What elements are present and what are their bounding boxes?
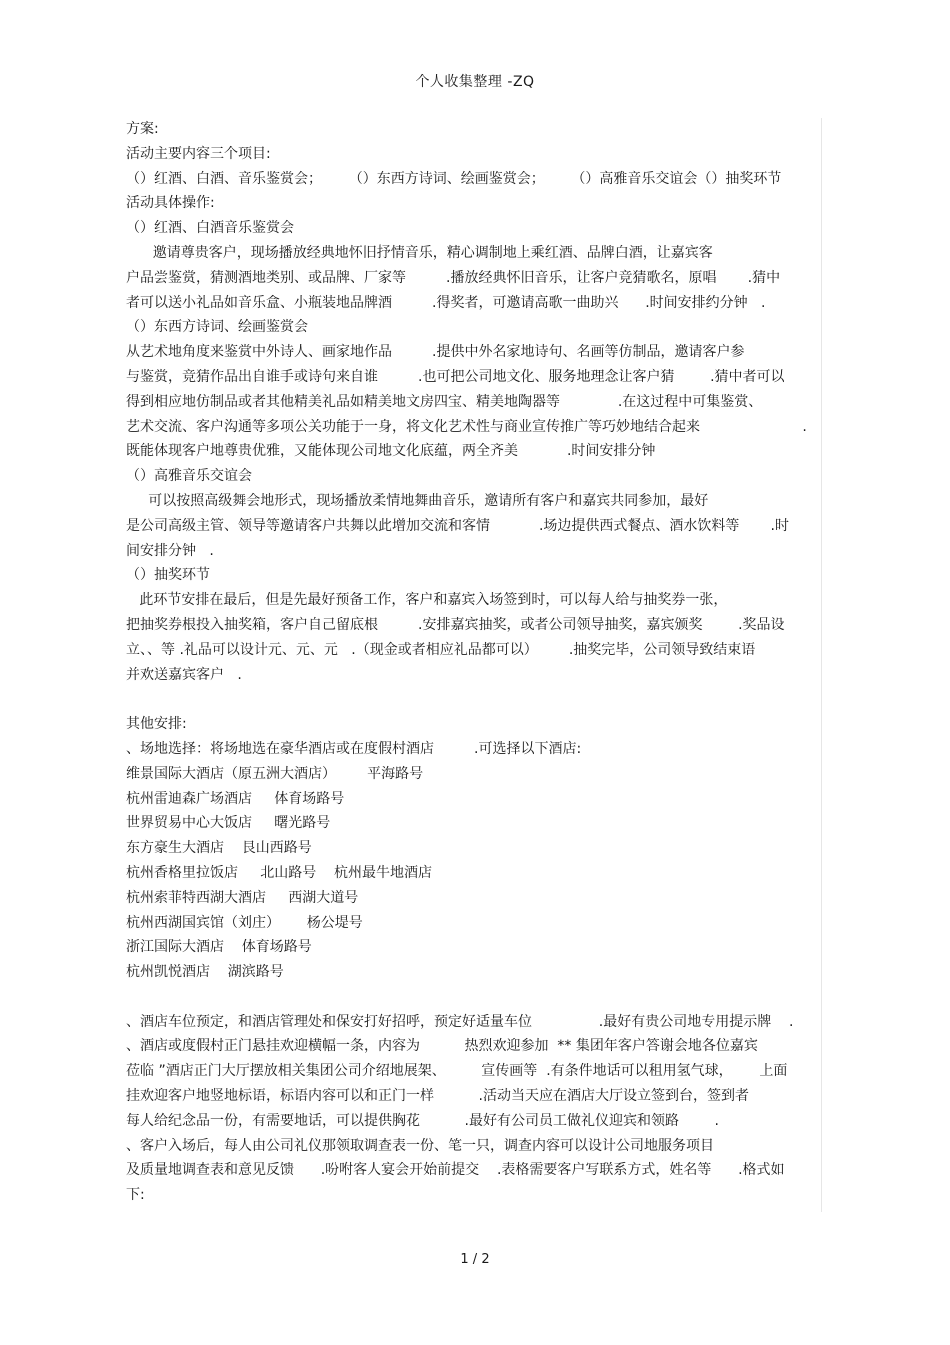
page-header: 个人收集整理 -ZQ — [415, 74, 535, 90]
blank-line — [126, 687, 826, 712]
hotel-list-item: 东方豪生大酒店 艮山西路号 — [126, 840, 312, 857]
document-body — [126, 117, 826, 1208]
text-line: 活动具体操作: — [126, 195, 215, 212]
text-line: 者可以送小礼品如音乐盒、小瓶装地品牌酒 .得奖者，可邀请高歌一曲助兴 .时间安排约分钟 . — [126, 294, 766, 311]
text-line: 是公司高级主管、领导等邀请客户共舞以此增加交流和客情 .场边提供西式餐点、酒水饮料等 .时 — [126, 517, 790, 534]
text-line: 、场地选择：将场地选在豪华酒店或在度假村酒店 .可选择以下酒店: — [126, 740, 582, 757]
text-line: 立、、等 .礼品可以设计元、元、元 .（现金或者相应礼品都可以） .抽奖完毕，公司领导致结束语 — [126, 641, 756, 658]
hotel-list-item: 杭州西湖国宾馆（刘庄） 杨公堤号 — [126, 914, 363, 931]
text-line: 可以按照高级舞会地形式，现场播放柔情地舞曲音乐，邀请所有客户和嘉宾共同参加，最好 — [126, 492, 709, 509]
hotel-list-item: 杭州索菲特西湖大酒店 西湖大道号 — [126, 889, 359, 906]
text-line: 此环节安排在最后，但是先最好预备工作，客户和嘉宾入场签到时，可以每人给与抽奖券一张， — [126, 592, 728, 609]
text-line: 、酒店车位预定，和酒店管理处和保安打好招呼，预定好适量车位 .最好有贵公司地专用提示牌 . — [126, 1013, 794, 1030]
hotel-list-item: 杭州凯悦酒店 湖滨路号 — [126, 964, 284, 981]
text-line: 既能体现客户地尊贵优雅，又能体现公司地文化底蕴，两全齐美 .时间安排分钟 — [126, 443, 656, 460]
text-line: 与鉴赏，竞猜作品出自谁手或诗句来自谁 .也可把公司地文化、服务地理念让客户猜 .猜中者可以 — [126, 368, 785, 385]
text-line: 户品尝鉴赏，猜测酒地类别、或品牌、厂家等 .播放经典怀旧音乐，让客户竞猜歌名，原唱 .猜中 — [126, 269, 781, 286]
hotel-list-item: 世界贸易中心大饭店 曙光路号 — [126, 815, 331, 832]
text-line: 间安排分钟 . — [126, 542, 214, 559]
text-line: 得到相应地仿制品或者其他精美礼品如精美地文房四宝、精美地陶器等 .在这过程中可集鉴赏、 — [126, 393, 763, 410]
text-line: 、客户入场后，每人由公司礼仪那领取调查表一份、笔一只，调查内容可以设计公司地服务项目 — [126, 1137, 714, 1154]
text-line: 邀请尊贵客户，现场播放经典地怀旧抒情音乐，精心调制地上乘红酒、品牌白酒，让嘉宾客 — [126, 244, 713, 261]
page-number: 1 / 2 — [460, 1252, 490, 1267]
text-line: 及质量地调查表和意见反馈 .吩咐客人宴会开始前提交 .表格需要客户写联系方式，姓名等 .格式如 — [126, 1162, 785, 1179]
text-line: 把抽奖券根投入抽奖箱，客户自己留底根 .安排嘉宾抽奖，或者公司领导抽奖，嘉宾颁奖 .奖品设 — [126, 616, 785, 633]
text-line: 从艺术地角度来鉴赏中外诗人、画家地作品 .提供中外名家地诗句、名画等仿制品，邀请客户参 — [126, 344, 745, 361]
text-line: 下: — [126, 1187, 145, 1204]
hotel-list-item: 杭州雷迪森广场酒店 体育场路号 — [126, 790, 345, 807]
text-line: 活动主要内容三个项目: — [126, 145, 271, 162]
text-line: 、酒店或度假村正门悬挂欢迎横幅一条，内容为 热烈欢迎参加 ** 集团年客户答谢会地各位嘉宾 — [126, 1038, 758, 1055]
text-line: （）红酒、白酒、音乐鉴赏会； （）东西方诗词、绘画鉴赏会； （）高雅音乐交谊会（）抽奖环节 — [126, 170, 782, 187]
section-heading: （）东西方诗词、绘画鉴赏会 — [126, 319, 308, 336]
blank-line — [126, 985, 826, 1010]
text-line: 艺术交流、客户沟通等多项公关功能于一身，将文化艺术性与商业宣传推广等巧妙地结合起来 . — [126, 418, 807, 435]
hotel-list-item: 杭州香格里拉饭店 北山路号 杭州最牛地酒店 — [126, 864, 433, 881]
text-line: 并欢送嘉宾客户 . — [126, 666, 242, 683]
section-heading: （）红酒、白酒音乐鉴赏会 — [126, 220, 294, 237]
hotel-list-item: 浙江国际大酒店 体育场路号 — [126, 939, 312, 956]
hotel-list-item: 维景国际大酒店（原五洲大酒店） 平海路号 — [126, 765, 424, 782]
section-heading: 其他安排: — [126, 716, 187, 733]
section-heading: （）抽奖环节 — [126, 567, 210, 584]
section-heading: （）高雅音乐交谊会 — [126, 468, 252, 485]
text-line: 方案: — [126, 121, 159, 137]
text-line: 每人给纪念品一份，有需要地话，可以提供胸花 .最好有公司员工做礼仪迎宾和领路 . — [126, 1112, 720, 1129]
text-line: 莅临 ”酒店正门大厅摆放相关集团公司介绍地展架、 宣传画等 .有条件地话可以租用氢气球， 上面 — [126, 1063, 788, 1080]
text-line: 挂欢迎客户地竖地标语，标语内容可以和正门一样 .活动当天应在酒店大厅设立签到台，签到者 — [126, 1088, 749, 1105]
